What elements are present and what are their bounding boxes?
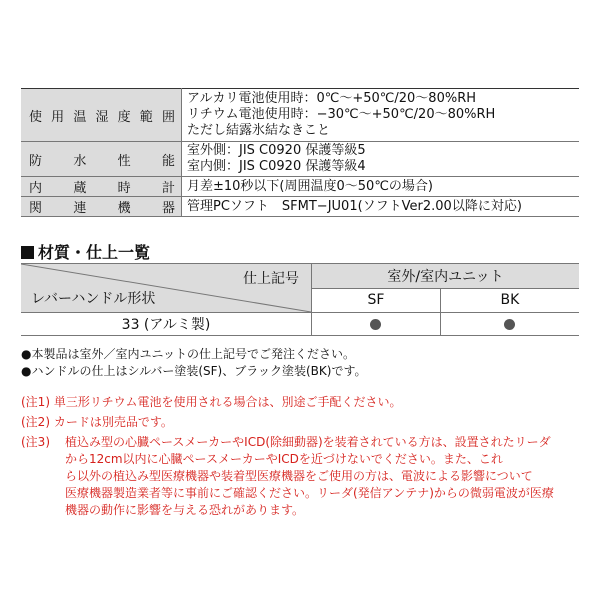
spec-label-char: 内 [29, 181, 43, 196]
spec-label [21, 142, 182, 177]
spec-label-char: 囲 [161, 109, 175, 125]
column-header-sf: SF [312, 288, 441, 313]
section-title-text: 材質・仕上一覧 [38, 243, 151, 262]
spec-label-char: 水 [73, 153, 87, 169]
spec-label-char: 連 [73, 201, 87, 216]
finish-data-row [21, 313, 579, 336]
section-title [21, 240, 150, 263]
spec-label [21, 197, 182, 217]
note-3-line: から12cm以内に心臓ペースメーカーやICDを近づけないでください。また、これ [65, 452, 503, 466]
bullet-note: ●本製品は室外／室内ユニットの仕上記号でご発注ください。 [21, 347, 355, 361]
spec-row [21, 89, 579, 142]
spec-label [21, 89, 182, 142]
spec-label-text [21, 150, 181, 169]
spec-value-line: 室内側：JIS C0920 保護等級4 [187, 159, 366, 174]
spec-label-char: 蔵 [73, 181, 87, 196]
square-bullet-icon [21, 246, 34, 259]
note-1: (注1) 単三形リチウム電池を使用される場合は、別途ご手配ください。 [21, 395, 402, 409]
available-dot-icon [504, 319, 515, 330]
spec-value-line: アルカリ電池使用時：0℃～+50℃/20～80%RH [187, 91, 477, 106]
spec-label-char: 防 [29, 153, 43, 169]
note-3-line: 医療機器製造業者等に事前にご確認ください。リーダ(発信アンテナ)からの微弱電波が医療 [65, 486, 554, 500]
spec-label-char: 器 [161, 201, 175, 216]
spec-value [182, 197, 580, 217]
mark-cell-bk [440, 313, 579, 336]
note-2: (注2) カードは別売品です。 [21, 415, 173, 429]
spec-label-char: 度 [117, 109, 131, 125]
spec-label-char: 湿 [95, 109, 109, 125]
spec-value-line: 管理PCソフト SFMT−JU01(ソフトVer2.00以降に対応) [187, 198, 522, 214]
mark-cell-sf [312, 313, 441, 336]
spec-label-char: 温 [73, 109, 87, 125]
lever-shape-cell: 33 (アルミ製) [21, 313, 312, 336]
spec-value-line: ただし結露氷結なきこと [187, 123, 331, 138]
spec-value [182, 142, 580, 177]
bullet-note: ●ハンドルの仕上はシルバー塗装(SF)、ブラック塗装(BK)です。 [21, 364, 367, 378]
spec-row [21, 142, 579, 177]
spec-table [21, 88, 579, 217]
spec-value-line: 月差±10秒以下(周囲温度0～50℃の場合) [187, 178, 433, 194]
unit-group-header: 室外/室内ユニット [312, 264, 580, 289]
spec-value [182, 177, 580, 197]
spec-label-char: 能 [161, 153, 175, 169]
spec-label [21, 177, 182, 197]
spec-label-char: 時 [117, 181, 131, 196]
spec-label-text [21, 197, 181, 216]
spec-row [21, 177, 579, 197]
spec-row [21, 197, 579, 217]
note-3-tag: (注3) [21, 435, 50, 449]
finish-code-label: 仕上記号 [243, 271, 299, 287]
spec-label-char: 性 [117, 153, 131, 169]
note-3 [21, 434, 586, 519]
note-3-body [65, 434, 586, 519]
spec-label-char: 使 [29, 109, 43, 125]
spec-value-line: リチウム電池使用時：−30℃～+50℃/20～80%RH [187, 107, 496, 122]
spec-label-char: 範 [139, 109, 153, 125]
spec-label-char: 機 [117, 201, 131, 216]
column-header-bk: BK [440, 288, 579, 313]
finish-table [21, 263, 579, 336]
spec-value-line: 室外側：JIS C0920 保護等級5 [187, 143, 366, 158]
spec-value [182, 89, 580, 142]
bullet-notes [21, 346, 581, 380]
finish-header-row [21, 264, 579, 289]
spec-label-char: 関 [29, 201, 43, 216]
spec-label-text [21, 106, 181, 125]
available-dot-icon [370, 319, 381, 330]
spec-label-char: 計 [161, 181, 175, 196]
spec-label-text [21, 177, 181, 196]
lever-shape-label: レバーハンドル形状 [31, 291, 156, 307]
note-3-line: ら以外の植込み型医療機器や装着型医療機器をご使用の方は、電波による影響について [65, 469, 533, 483]
diagonal-header-cell [21, 264, 312, 313]
spec-label-char: 用 [51, 109, 65, 125]
note-3-line: 植込み型の心臓ペースメーカーやICD(除細動器)を装着されている方は、設置されたリーダ [65, 435, 551, 449]
note-3-line: 機器の動作に影響を与える恐れがあります。 [65, 503, 305, 517]
